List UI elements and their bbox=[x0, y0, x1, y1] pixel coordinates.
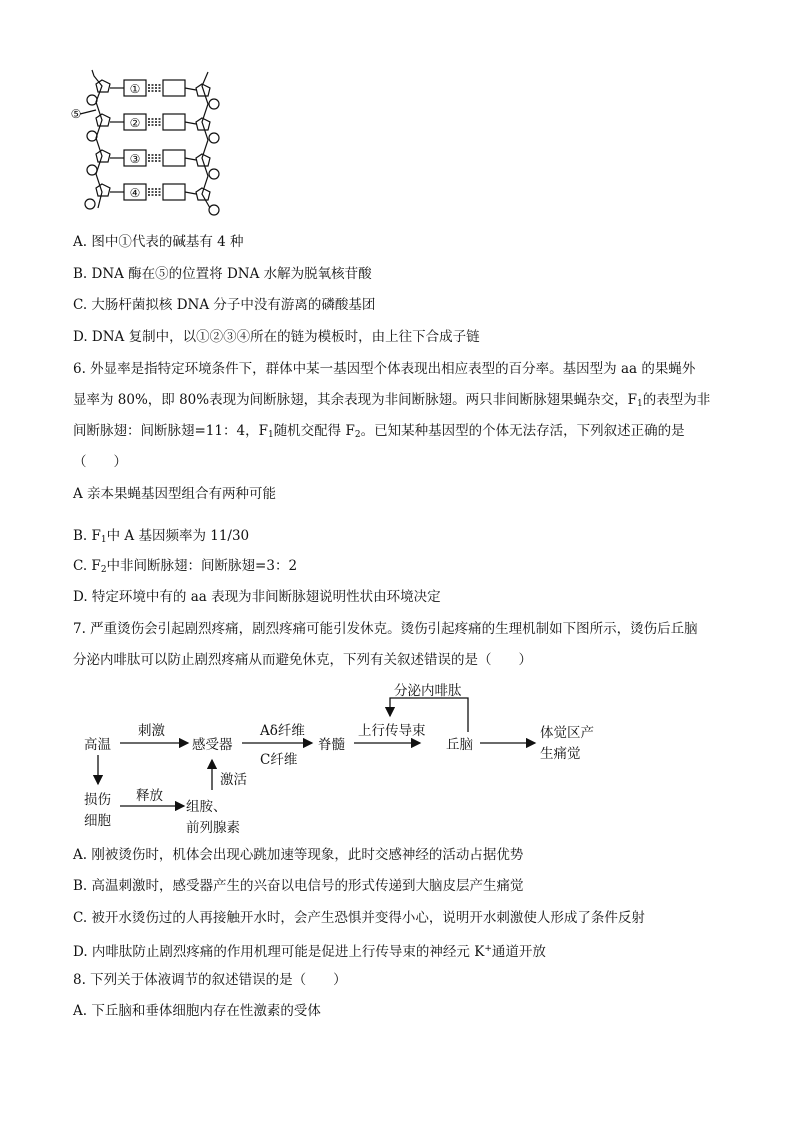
node-damaged-cells-1: 损伤 bbox=[84, 792, 111, 808]
q5-option-d: D. DNA 复制中，以①②③④所在的链为模板时，由上往下合成子链 bbox=[73, 329, 480, 345]
q7-option-c: C. 被开水烫伤过的人再接触开水时，会产生恐惧并变得小心，说明开水刺激使人形成了条件反射 bbox=[73, 910, 645, 926]
node-sensory-area-2: 生痛觉 bbox=[540, 746, 581, 762]
node-histamine-2: 前列腺素 bbox=[186, 820, 240, 836]
dna-label-2: ② bbox=[129, 116, 141, 130]
dna-label-4: ④ bbox=[129, 186, 141, 200]
dna-label-1: ① bbox=[129, 82, 141, 96]
label-a-delta-fiber: Aδ纤维 bbox=[260, 723, 305, 739]
q8-option-a: A. 下丘脑和垂体细胞内存在性激素的受体 bbox=[73, 1003, 321, 1019]
node-spinal-cord: 脊髓 bbox=[318, 737, 345, 753]
q6-option-b: B. $F_1$中 A 基因频率为 11/30 bbox=[73, 528, 250, 545]
q6-option-d: D. 特定环境中有的 aa 表现为非间断脉翅说明性状由环境决定 bbox=[73, 589, 441, 605]
node-receptor: 感受器 bbox=[192, 737, 233, 753]
dna-label-5: ⑤ bbox=[70, 107, 82, 121]
q7-stem-line-1: 7. 严重烫伤会引起剧烈疼痛，剧烈疼痛可能引发休克。烫伤引起疼痛的生理机制如下图所示，烫伤后丘脑 bbox=[73, 621, 698, 637]
label-stimulate: 刺激 bbox=[138, 723, 165, 739]
node-high-temp: 高温 bbox=[84, 737, 111, 753]
q5-option-b: B. DNA 酶在⑤的位置将 DNA 水解为脱氧核苷酸 bbox=[73, 266, 372, 282]
q5-option-a: A. 图中①代表的碱基有 4 种 bbox=[73, 234, 244, 250]
dna-structure-figure bbox=[68, 58, 228, 218]
node-sensory-area-1: 体觉区产 bbox=[540, 725, 594, 741]
node-damaged-cells-2: 细胞 bbox=[84, 813, 111, 829]
q6-stem-line-2: 显率为 80%，即 80%表现为间断脉翅，其余表现为非间断脉翅。两只非间断脉翅果蝇杂交，$F_1$的表型为非 bbox=[73, 392, 711, 409]
q6-stem-line-4: （ ） bbox=[73, 454, 127, 470]
q7-option-d: D. 内啡肽防止剧烈疼痛的作用机理可能是促进上行传导束的神经元 K+通道开放 bbox=[73, 944, 546, 960]
q5-option-c: C. 大肠杆菌拟核 DNA 分子中没有游离的磷酸基团 bbox=[73, 297, 376, 313]
dna-label-3: ③ bbox=[129, 152, 141, 166]
node-thalamus: 丘脑 bbox=[446, 737, 473, 753]
label-secrete-endorphin: 分泌内啡肽 bbox=[394, 683, 462, 699]
label-c-fiber: C纤维 bbox=[260, 752, 298, 768]
q6-stem-line-3: 间断脉翅：间断脉翅=11：4，$F_1$随机交配得 $F_2$。已知某种基因型的个体无法存活，下列叙述正确的是 bbox=[73, 423, 685, 440]
q6-option-a: A 亲本果蝇基因型组合有两种可能 bbox=[73, 486, 277, 502]
q7-option-a: A. 刚被烫伤时，机体会出现心跳加速等现象，此时交感神经的活动占据优势 bbox=[73, 847, 524, 863]
pain-mechanism-diagram bbox=[80, 680, 640, 840]
q6-stem-line-1: 6. 外显率是指特定环境条件下，群体中某一基因型个体表现出相应表型的百分率。基因型为 aa 的果蝇外 bbox=[73, 361, 696, 377]
node-histamine-1: 组胺、 bbox=[186, 799, 227, 815]
label-release: 释放 bbox=[136, 788, 163, 804]
label-ascending-tract: 上行传导束 bbox=[358, 723, 426, 739]
q8-stem: 8. 下列关于体液调节的叙述错误的是（ ） bbox=[73, 972, 347, 988]
label-activate: 激活 bbox=[220, 772, 247, 788]
q7-stem-line-2: 分泌内啡肽可以防止剧烈疼痛从而避免休克，下列有关叙述错误的是（ ） bbox=[73, 652, 532, 668]
q7-option-b: B. 高温刺激时，感受器产生的兴奋以电信号的形式传递到大脑皮层产生痛觉 bbox=[73, 878, 524, 894]
q6-option-c: C. $F_2$中非间断脉翅：间断脉翅=3：2 bbox=[73, 558, 298, 575]
